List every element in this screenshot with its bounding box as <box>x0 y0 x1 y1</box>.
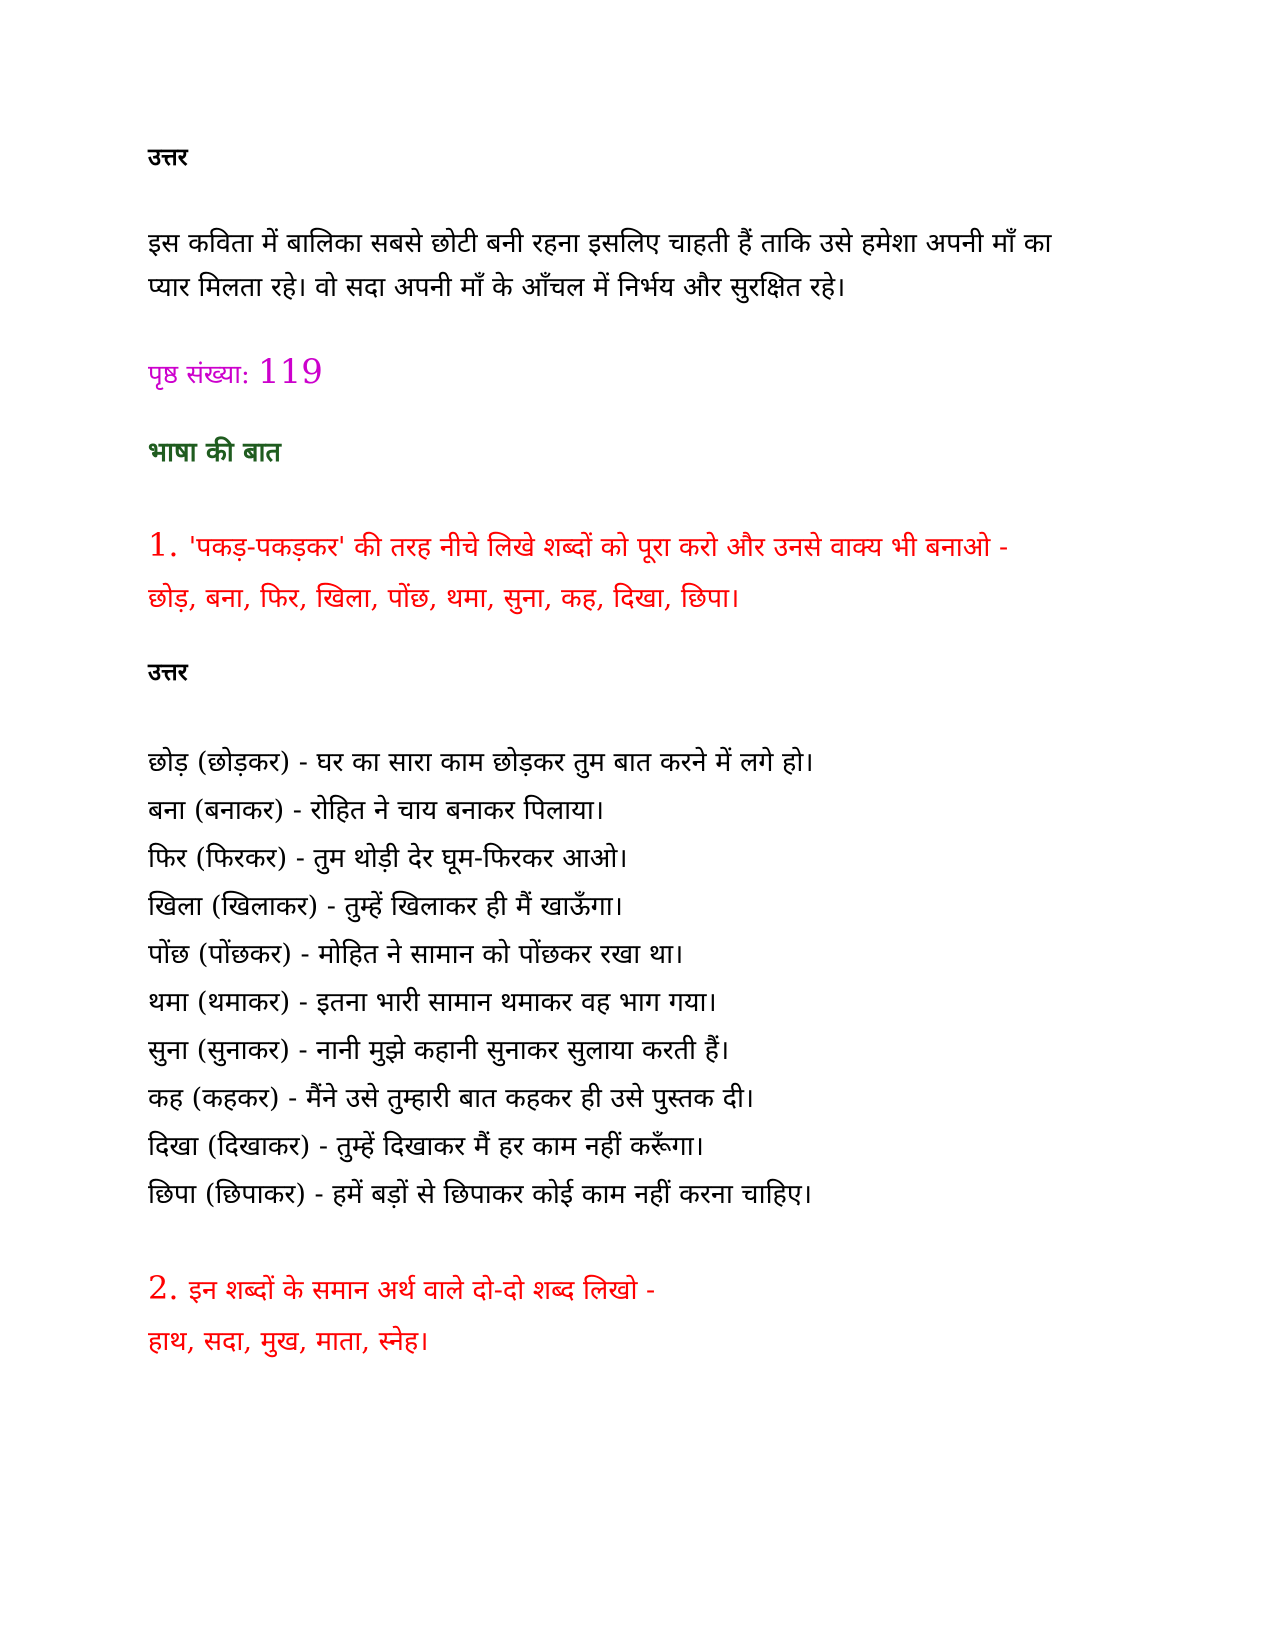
question-number: 2. <box>148 1269 189 1307</box>
answer-line: फिर (फिरकर) - तुम थोड़ी देर घूम-फिरकर आओ। <box>148 843 628 874</box>
answer-paragraph <box>148 222 1051 310</box>
answer-paragraph-line: इस कविता में बालिका सबसे छोटी बनी रहना इसलिए चाहती हैं ताकि उसे हमेशा अपनी माँ का <box>148 228 1052 259</box>
question-2-line <box>148 1263 655 1316</box>
answer-line: बना (बनाकर) - रोहित ने चाय बनाकर पिलाया। <box>148 795 605 826</box>
page-number-label <box>148 352 323 392</box>
question-text: इन शब्दों के समान अर्थ वाले दो-दो शब्द लिखो - <box>188 1275 656 1306</box>
section-title: भाषा की बात <box>148 437 281 468</box>
page-number-text: पृष्ठ संख्या: <box>148 360 258 390</box>
answer-line: थमा (थमाकर) - इतना भारी सामान थमाकर वह भाग गया। <box>148 987 717 1018</box>
question-2 <box>148 1263 655 1367</box>
answer-heading: उत्तर <box>148 142 188 171</box>
question-words: हाथ, सदा, मुख, माता, स्नेह। <box>148 1326 429 1357</box>
question-text: 'पकड़-पकड़कर' की तरह नीचे लिखे शब्दों को पूरा करो और उनसे वाक्य भी बनाओ - <box>188 532 1009 563</box>
answer-line: छोड़ (छोड़कर) - घर का सारा काम छोड़कर तुम बात करने में लगे हो। <box>148 747 814 778</box>
answer-line: सुना (सुनाकर) - नानी मुझे कहानी सुनाकर सुलाया करती हैं। <box>148 1035 730 1066</box>
answer-line: पोंछ (पोंछकर) - मोहित ने सामान को पोंछकर रखा था। <box>148 939 684 970</box>
question-1 <box>148 520 1008 624</box>
answer-line: छिपा (छिपाकर) - हमें बड़ों से छिपाकर कोई काम नहीं करना चाहिए। <box>148 1179 813 1210</box>
answer-line: खिला (खिलाकर) - तुम्हें खिलाकर ही मैं खाऊँगा। <box>148 891 624 922</box>
answer-line: कह (कहकर) - मैंने उसे तुम्हारी बात कहकर ही उसे पुस्तक दी। <box>148 1083 755 1114</box>
question-words: छोड़, बना, फिर, खिला, पोंछ, थमा, सुना, कह, दिखा, छिपा। <box>148 583 740 614</box>
answer-paragraph-line: प्यार मिलता रहे। वो सदा अपनी माँ के आँचल में निर्भय और सुरक्षित रहे। <box>148 272 846 303</box>
answer-line: दिखा (दिखाकर) - तुम्हें दिखाकर मैं हर काम नहीं करूँगा। <box>148 1131 704 1162</box>
question-number: 1. <box>148 526 189 564</box>
page-number-value: 119 <box>257 352 323 392</box>
answer-heading: उत्तर <box>148 657 188 686</box>
question-1-line <box>148 520 1008 573</box>
